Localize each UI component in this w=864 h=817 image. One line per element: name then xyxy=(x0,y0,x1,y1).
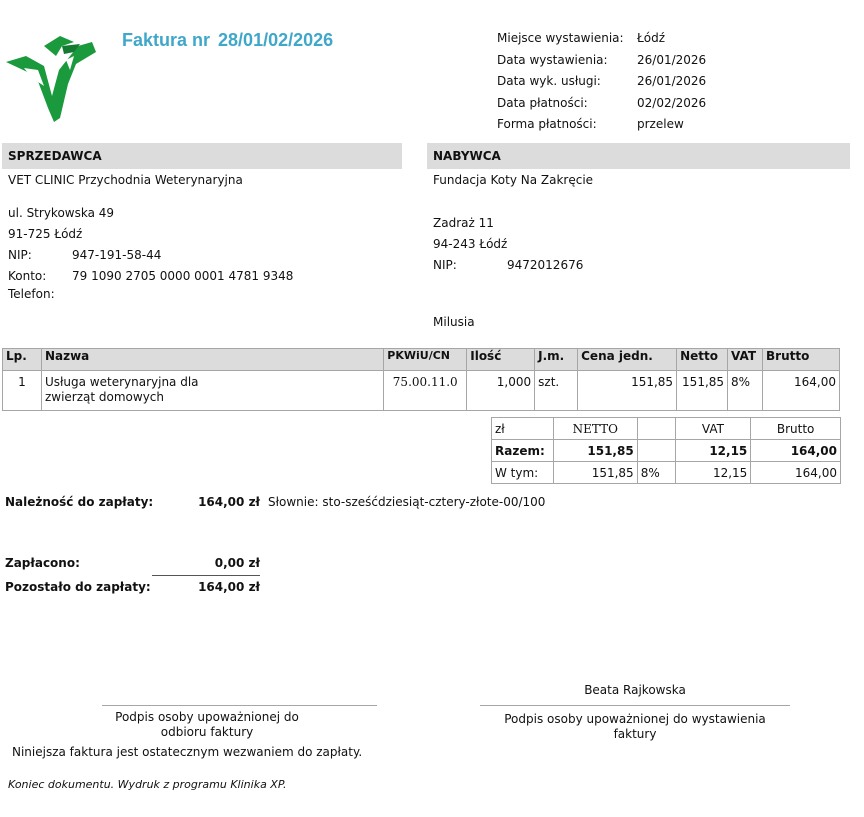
meta-row-service-date xyxy=(497,73,706,95)
cell-name-line2: zwierząt domowych xyxy=(44,390,165,404)
summary-incl-gross: 164,00 xyxy=(751,462,841,484)
meta-value: 02/02/2026 xyxy=(637,95,707,110)
summary-incl-label: W tym: xyxy=(492,462,554,484)
seller-details xyxy=(8,172,293,307)
issuer-caption-line2: faktury xyxy=(613,727,657,741)
meta-label: Miejsce wystawienia: xyxy=(497,31,624,45)
summary-total-row xyxy=(492,440,841,462)
col-pkwiu: PKWiU/CN xyxy=(384,349,467,371)
buyer-nip-label: NIP: xyxy=(433,258,457,272)
meta-value: Łódź xyxy=(637,31,666,45)
summary-currency: zł xyxy=(492,418,554,440)
spacer xyxy=(8,193,293,205)
meta-value: przelew xyxy=(637,117,684,131)
col-qty: Ilość xyxy=(467,349,535,371)
receiver-caption-line1: Podpis osoby upoważnionej do xyxy=(115,710,299,724)
summary-col-vat: VAT xyxy=(675,418,751,440)
col-lp: Lp. xyxy=(3,349,42,371)
meta-label: Forma płatności: xyxy=(497,117,597,131)
cell-pkwiu: 75.00.11.0 xyxy=(384,371,467,411)
summary-total-gross: 164,00 xyxy=(751,440,841,462)
summary-table xyxy=(491,417,841,484)
summary-header-row xyxy=(492,418,841,440)
seller-heading: SPRZEDAWCA xyxy=(2,143,402,169)
cell-name xyxy=(41,371,383,411)
cell-unit: szt. xyxy=(535,371,578,411)
meta-row-issue-date xyxy=(497,52,706,74)
paid-divider xyxy=(152,575,260,576)
receiver-signature-line xyxy=(102,705,377,706)
clinic-logo xyxy=(4,30,100,126)
meta-row-payment-method xyxy=(497,116,706,138)
summary-total-label: Razem: xyxy=(492,440,554,462)
seller-account-row xyxy=(8,268,293,286)
buyer-details xyxy=(433,172,593,335)
items-table xyxy=(2,348,840,411)
buyer-nip-row xyxy=(433,257,593,278)
paid-amount: 0,00 zł xyxy=(214,556,260,570)
spacer xyxy=(433,278,593,314)
items-header-row xyxy=(3,349,840,371)
cell-unit-price: 151,85 xyxy=(578,371,677,411)
invoice-number: 28/01/02/2026 xyxy=(218,30,334,50)
table-row xyxy=(3,371,840,411)
meta-value: 26/01/2026 xyxy=(637,74,707,88)
cell-name-line1: Usługa weterynaryjna dla xyxy=(44,375,199,389)
remaining-amount: 164,00 zł xyxy=(198,580,260,594)
summary-empty xyxy=(637,418,675,440)
col-gross: Brutto xyxy=(763,349,840,371)
meta-label: Data wystawienia: xyxy=(497,52,608,67)
seller-phone-label: Telefon: xyxy=(8,287,55,301)
summary-col-gross: Brutto xyxy=(751,418,841,440)
summary-incl-row xyxy=(492,462,841,484)
col-vat: VAT xyxy=(728,349,763,371)
summary-incl-vat: 12,15 xyxy=(675,462,751,484)
seller-nip-label: NIP: xyxy=(8,248,32,262)
summary-incl-net: 151,85 xyxy=(553,462,637,484)
buyer-city: 94-243 Łódź xyxy=(433,237,508,251)
col-unit: J.m. xyxy=(535,349,578,371)
due-label: Należność do zapłaty: xyxy=(5,495,154,509)
seller-nip-row xyxy=(8,247,293,268)
spacer xyxy=(433,193,593,215)
due-amount: 164,00 zł xyxy=(198,495,260,509)
meta-label: Data płatności: xyxy=(497,95,588,110)
buyer-nip: 9472012676 xyxy=(507,258,584,272)
buyer-name: Fundacja Koty Na Zakręcie xyxy=(433,173,594,187)
meta-label: Data wyk. usługi: xyxy=(497,74,601,88)
seller-city: 91-725 Łódź xyxy=(8,227,83,241)
seller-account: 79 1090 2705 0000 0001 4781 9348 xyxy=(72,269,294,283)
issuer-signature-line xyxy=(480,705,790,706)
invoice-meta xyxy=(497,30,706,138)
final-notice: Niniejsza faktura jest ostatecznym wezwaniem do zapłaty. xyxy=(12,745,363,759)
summary-total-vat: 12,15 xyxy=(675,440,751,462)
issuer-caption-line1: Podpis osoby upoważnionej do wystawienia xyxy=(504,712,766,726)
buyer-heading: NABYWCA xyxy=(427,143,850,169)
invoice-title xyxy=(122,30,333,51)
seller-nip: 947-191-58-44 xyxy=(72,248,162,262)
meta-row-payment-date xyxy=(497,95,706,117)
vet-clinic-logo-icon xyxy=(4,30,100,126)
issuer-signature-caption xyxy=(480,712,790,742)
invoice-title-prefix: Faktura nr xyxy=(122,30,211,50)
meta-row-place xyxy=(497,30,706,52)
issuer-name: Beata Rajkowska xyxy=(584,683,686,697)
col-net: Netto xyxy=(677,349,728,371)
cell-qty: 1,000 xyxy=(467,371,535,411)
document-footer: Koniec dokumentu. Wydruk z programu Klinika XP. xyxy=(8,778,287,791)
meta-value: 26/01/2026 xyxy=(637,52,707,67)
summary-empty xyxy=(637,440,675,462)
paid-label: Zapłacono: xyxy=(5,556,80,570)
seller-account-label: Konto: xyxy=(8,269,47,283)
buyer-street: Zadraż 11 xyxy=(433,216,494,230)
summary-incl-rate: 8% xyxy=(637,462,675,484)
cell-gross: 164,00 xyxy=(763,371,840,411)
remaining-label: Pozostało do zapłaty: xyxy=(5,580,151,594)
buyer-note: Milusia xyxy=(433,315,475,329)
summary-col-net: NETTO xyxy=(553,418,637,440)
summary-total-net: 151,85 xyxy=(553,440,637,462)
cell-lp: 1 xyxy=(3,371,42,411)
col-unit-price: Cena jedn. xyxy=(578,349,677,371)
seller-name: VET CLINIC Przychodnia Weterynaryjna xyxy=(8,173,243,187)
col-name: Nazwa xyxy=(41,349,383,371)
seller-street: ul. Strykowska 49 xyxy=(8,206,115,220)
receiver-signature-caption xyxy=(82,710,332,740)
cell-net: 151,85 xyxy=(677,371,728,411)
cell-vat: 8% xyxy=(728,371,763,411)
amount-in-words: Słownie: sto-sześćdziesiąt-cztery-złote-00/100 xyxy=(268,495,546,509)
receiver-caption-line2: odbioru faktury xyxy=(160,725,254,739)
